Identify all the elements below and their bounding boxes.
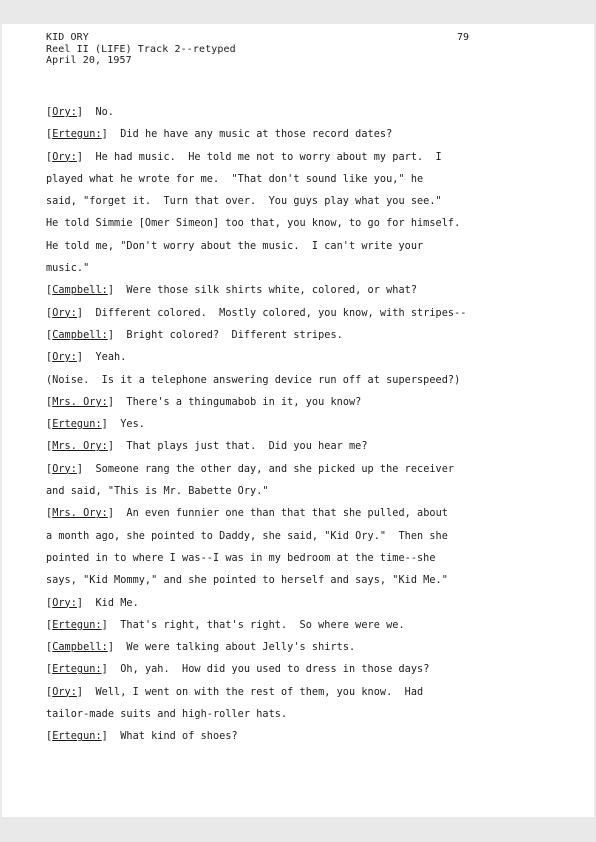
transcript-line [46, 213, 546, 235]
header-reel: Reel II (LIFE) Track 2--retyped [46, 43, 236, 55]
transcript-line: [Ertegun:] Yes. [46, 419, 145, 431]
transcript-line: [Ory:] Someone rang the other day, and she picked up the receiver [46, 463, 455, 475]
speaker-name: Ory: [52, 107, 77, 118]
transcript-line: [Ory:] No. [46, 107, 115, 118]
document-header [46, 32, 236, 67]
line-text: We were talking about Jelly's shirts. [114, 642, 356, 654]
speaker-name: Ertegun: [52, 129, 102, 141]
line-text: and said, "This is Mr. Babette Ory." [46, 486, 269, 498]
transcript-line: [Ory:] Different colored. Mostly colored, you know, with stripes-- [46, 307, 467, 319]
page-number: 79 [457, 32, 470, 43]
transcript-line: [Ory:] He had music. He told me not to worry about my part. I [46, 151, 442, 163]
line-text: Well, I went on with the rest of them, you know. Had [83, 686, 424, 698]
transcript-line: [Mrs. Ory:] That plays just that. Did you hear me? [46, 441, 368, 453]
speaker-name: Mrs. Ory: [52, 508, 108, 520]
transcript-line: [Ory:] Yeah. [46, 352, 127, 364]
line-text: Different colored. Mostly colored, you know, with stripes-- [83, 307, 467, 319]
speaker-name: Ertegun: [52, 619, 102, 631]
speaker-name: Campbell: [52, 642, 108, 654]
speaker-name: Mrs. Ory: [52, 396, 108, 408]
transcript-line [46, 548, 546, 570]
line-text: a month ago, she pointed to Daddy, she said, "Kid Ory." Then she [46, 530, 448, 542]
speaker-name: Ertegun: [52, 419, 102, 431]
line-text: pointed in to where I was--I was in my bedroom at the time--she [46, 552, 436, 564]
transcript-line: [Ory:] Well, I went on with the rest of them, you know. Had [46, 686, 424, 698]
line-text: Bright colored? Different stripes. [114, 329, 343, 341]
transcript-body [46, 102, 546, 749]
line-text: music." [46, 263, 90, 275]
speaker-name: Ory: [52, 597, 77, 609]
speaker-name: Campbell: [52, 285, 108, 297]
line-text: He told Simmie [Omer Simeon] too that, you know, to go for himself. [46, 218, 461, 230]
line-text: There's a thingumabob in it, you know? [114, 396, 362, 408]
speaker-name: Ertegun: [52, 731, 102, 743]
transcript-line: [Mrs. Ory:] There's a thingumabob in it, you know? [46, 396, 362, 408]
transcript-line: [Ertegun:] Oh, yah. How did you used to dress in those days? [46, 664, 430, 676]
transcript-line [46, 169, 546, 191]
transcript-line [46, 526, 546, 548]
transcript-line: [Ertegun:] What kind of shoes? [46, 731, 238, 743]
header-title: KID ORY [46, 32, 89, 43]
speaker-name: Ory: [52, 463, 77, 475]
line-text: He had music. He told me not to worry about my part. I [83, 151, 442, 163]
transcript-line: [Campbell:] We were talking about Jelly's shirts. [46, 642, 356, 654]
line-text: Kid Me. [83, 597, 139, 609]
line-text: Yeah. [83, 352, 127, 364]
transcript-line [46, 481, 546, 503]
transcript-line [46, 704, 546, 726]
speaker-name: Campbell: [52, 329, 108, 341]
line-text: An even funnier one than that that she pulled, about [114, 508, 448, 520]
transcript-line [46, 191, 546, 213]
line-text: tailor-made suits and high-roller hats. [46, 709, 288, 721]
header-date: April 20, 1957 [46, 55, 132, 66]
line-text: Were those silk shirts white, colored, or what? [114, 285, 418, 297]
line-text: says, "Kid Mommy," and she pointed to herself and says, "Kid Me." [46, 575, 448, 587]
transcript-line: [Ertegun:] That's right, that's right. So where were we. [46, 619, 405, 631]
line-text: That plays just that. Did you hear me? [114, 441, 368, 453]
line-text: Did he have any music at those record dates? [107, 129, 393, 141]
document-page [2, 24, 594, 817]
transcript-line [46, 570, 546, 592]
transcript-line: [Ory:] Kid Me. [46, 597, 139, 609]
line-text: What kind of shoes? [107, 731, 238, 743]
line-text: (Noise. Is it a telephone answering device run off at superspeed?) [46, 374, 461, 386]
line-text: played what he wrote for me. "That don't sound like you," he [46, 173, 424, 185]
line-text: Yes. [107, 419, 145, 431]
transcript-line [46, 258, 546, 280]
transcript-line [46, 236, 546, 258]
line-text: No. [83, 107, 115, 118]
speaker-name: Ertegun: [52, 664, 102, 676]
line-text: said, "forget it. Turn that over. You guys play what you see." [46, 196, 442, 208]
line-text: He told me, "Don't worry about the music. I can't write your [46, 240, 424, 252]
speaker-name: Ory: [52, 352, 77, 364]
line-text: Oh, yah. How did you used to dress in those days? [107, 664, 430, 676]
transcript-line: [Mrs. Ory:] An even funnier one than that that she pulled, about [46, 508, 448, 520]
speaker-name: Ory: [52, 151, 77, 163]
speaker-name: Ory: [52, 307, 77, 319]
transcript-line: [Ertegun:] Did he have any music at those record dates? [46, 129, 393, 141]
transcript-line [46, 370, 546, 392]
transcript-line: [Campbell:] Were those silk shirts white, colored, or what? [46, 285, 418, 297]
line-text: That's right, that's right. So where were we. [107, 619, 405, 631]
speaker-name: Ory: [52, 686, 77, 698]
speaker-name: Mrs. Ory: [52, 441, 108, 453]
line-text: Someone rang the other day, and she picked up the receiver [83, 463, 455, 475]
transcript-line: [Campbell:] Bright colored? Different stripes. [46, 329, 343, 341]
